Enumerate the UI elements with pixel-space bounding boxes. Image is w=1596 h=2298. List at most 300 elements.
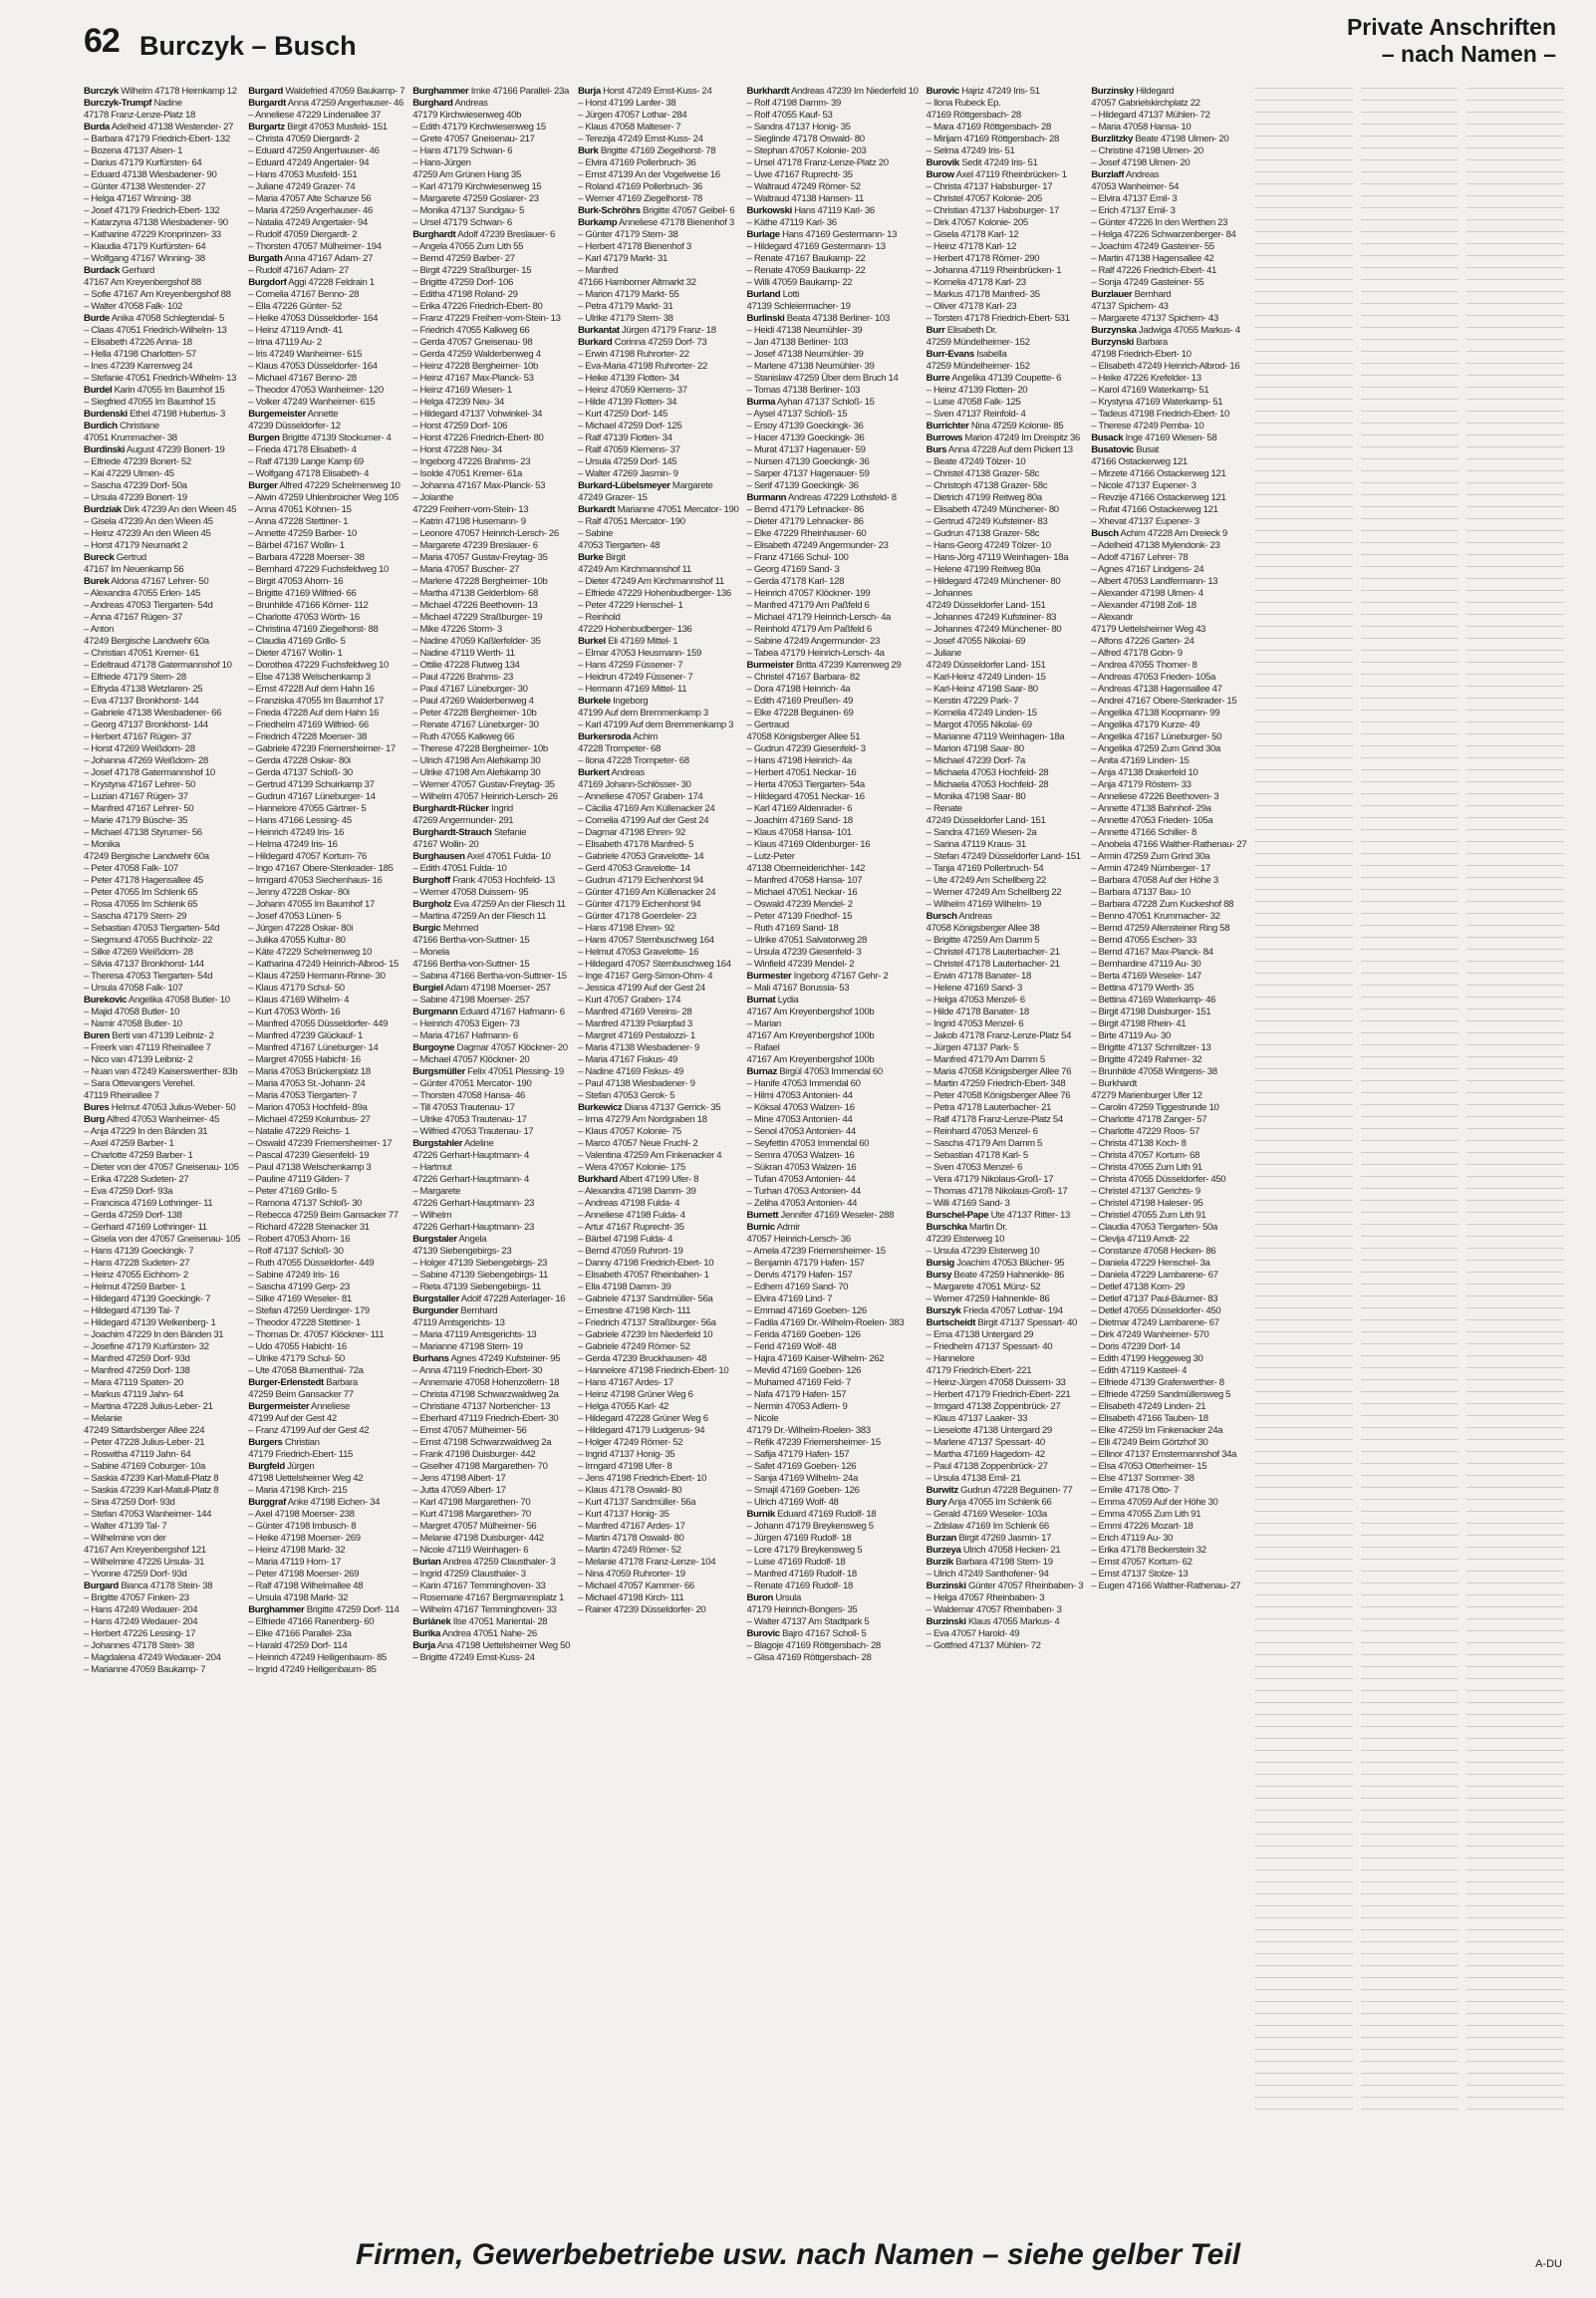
directory-entry: – Gerda 47228 Oskar- 80i: [248, 755, 351, 766]
directory-entry: – Birgit 47198 Duisburger- 151: [1091, 1006, 1211, 1017]
directory-entry: – Sebastian 47053 Tiergarten- 54d: [84, 923, 220, 934]
directory-entry: – Clevija 47119 Arndt- 22: [1091, 1234, 1190, 1245]
directory-entry: – Sara Ottevangers Verehel.: [84, 1078, 195, 1089]
directory-entry: – Mine 47053 Antonien- 44: [746, 1114, 853, 1125]
directory-entry: – Klaus 47178 Oswald- 80: [578, 1485, 682, 1496]
directory-entry: 47167 Am Kreyenbergshof 100b: [746, 1054, 875, 1065]
directory-entry: – Klaus 47259 Hermann-Rinne- 30: [248, 971, 386, 982]
directory-entry: – Josef 47138 Neumühler- 39: [746, 349, 864, 360]
directory-entry: – Christian 47137 Habsburger- 17: [926, 205, 1059, 216]
directory-entry: – Rolf 47198 Damm- 39: [746, 98, 842, 109]
directory-entry: Burschka Martin Dr.: [926, 1222, 1007, 1233]
directory-entry: – Sanja 47169 Wilhelm- 24a: [746, 1473, 858, 1484]
directory-entry: – Wolfgang 47178 Elisabeth- 4: [248, 468, 370, 479]
directory-entry: – Ingrid 47137 Honig- 35: [578, 1449, 675, 1460]
directory-entry: – Ulrike 47179 Schul- 50: [248, 1353, 345, 1364]
directory-entry: – Gerd 47053 Gravelotte- 14: [578, 863, 690, 874]
section-title-line-2: – nach Namen –: [1381, 41, 1556, 67]
directory-entry: – Jenny 47228 Oskar- 80i: [248, 887, 350, 898]
directory-entry: 47167 Im Neuenkamp 56: [84, 564, 184, 575]
directory-entry: – Hildegard 47057 Kortum- 76: [248, 851, 367, 862]
directory-entry: Burda Adelheid 47138 Westender- 27: [84, 122, 234, 133]
directory-entry: 47119 Rheinallee 7: [84, 1090, 159, 1101]
directory-entry: – Willi 47059 Baukamp- 22: [746, 277, 853, 288]
directory-entry: – Hella 47198 Charlotten- 57: [84, 349, 196, 360]
directory-entry: – Michael 47259 Dorf- 125: [578, 421, 682, 431]
directory-entry: Burzynska Jadwiga 47055 Markus- 4: [1091, 325, 1240, 336]
directory-column-1: [84, 86, 240, 2218]
directory-entry: – Thorsten 47058 Hansa- 46: [412, 1090, 526, 1101]
directory-entry: – Volker 47249 Wanheimer- 615: [248, 397, 376, 408]
directory-entry: – Brigitte 47137 Schmiltzer- 13: [1091, 1042, 1211, 1053]
directory-entry: – Stefan 47053 Wanheimer- 144: [84, 1509, 212, 1520]
directory-entry: 47179 Kirchwiesenweg 40b: [412, 110, 522, 121]
directory-entry: – Birgit 47053 Ahorn- 16: [248, 576, 344, 587]
directory-entry: Burk-Schröhrs Brigitte 47057 Geibel- 6: [578, 205, 735, 216]
directory-entry: – Johann 47055 Im Baumhof 17: [248, 899, 375, 910]
directory-entry: 47179 Dr.-Wilhelm-Roelen- 383: [746, 1425, 871, 1436]
directory-entry: – Werner 47169 Ziegelhorst- 78: [578, 193, 702, 204]
directory-entry: – Paul 47226 Brahms- 23: [412, 672, 513, 683]
directory-column-3: [412, 86, 570, 2218]
directory-entry: – Revzije 47166 Ostackerweg 121: [1091, 492, 1226, 503]
directory-entry: – Cornelia 47199 Auf der Gest 24: [578, 815, 709, 826]
directory-entry: – Dervis 47179 Hafen- 157: [746, 1270, 853, 1281]
directory-entry: – Mara 47119 Spaten- 20: [84, 1377, 184, 1388]
directory-entry: – Hilmi 47053 Antonien- 44: [746, 1090, 853, 1101]
directory-entry: – Hajra 47169 Kaiser-Wilhelm- 262: [746, 1353, 885, 1364]
directory-entry: – Monela: [412, 947, 449, 958]
directory-entry: – Herbert 47167 Rügen- 37: [84, 731, 192, 742]
directory-entry: – Jürgen 47057 Lothar- 284: [578, 110, 687, 121]
directory-entry: Burgsmüller Felix 47051 Plessing- 19: [412, 1066, 564, 1077]
directory-entry: – Armin 47249 Nürnberger- 17: [1091, 863, 1210, 874]
directory-entry: – Peter 47178 Hagensallee 45: [84, 875, 203, 886]
directory-entry: – Wilhelm: [412, 1210, 452, 1221]
directory-entry: Bures Helmut 47053 Julius-Weber- 50: [84, 1102, 236, 1113]
directory-entry: – Herbert 47051 Neckar- 16: [746, 767, 857, 778]
directory-entry: – Rudolf 47059 Diergardt- 2: [248, 229, 358, 240]
directory-entry: – Joachim 47229 In den Bänden 31: [84, 1329, 224, 1340]
directory-entry: – Werner 47057 Gustav-Freytag- 35: [412, 779, 555, 790]
directory-entry: – Editha 47198 Roland- 29: [412, 289, 518, 300]
directory-entry: – Marianne 47198 Stern- 19: [412, 1341, 523, 1352]
directory-entry: 47228 Trompeter- 68: [578, 743, 662, 754]
directory-entry: Burzlitzky Beate 47198 Ulmen- 20: [1091, 134, 1229, 144]
directory-entry: – Heinrich 47053 Eigen- 73: [412, 1018, 520, 1029]
directory-entry: – Karl 47179 Markt- 31: [578, 253, 667, 264]
directory-entry: Burekovic Angelika 47058 Butler- 10: [84, 995, 230, 1005]
directory-entry: 47167 Am Kreyenbergshof 88: [84, 277, 201, 288]
directory-entry: – Elsa 47053 Otterheimer- 15: [1091, 1461, 1207, 1472]
directory-entry: Burma Ayhan 47137 Schloß- 15: [746, 397, 875, 408]
directory-entry: – Ulrike 47053 Trautenau- 17: [412, 1114, 527, 1125]
directory-entry: – Friedhelm 47137 Spessart- 40: [926, 1341, 1053, 1352]
directory-entry: 47179 Friedrich-Ebert- 221: [926, 1365, 1032, 1376]
directory-entry: – Andrea 47055 Thorner- 8: [1091, 660, 1197, 671]
directory-entry: – Krystyna 47169 Waterkamp- 51: [1091, 397, 1223, 408]
directory-entry: – Sarina 47119 Kraus- 31: [926, 839, 1026, 850]
directory-entry: – Angelika 47179 Kurze- 49: [1091, 719, 1199, 730]
directory-entry: – Mirzete 47166 Ostackerweg 121: [1091, 468, 1226, 479]
directory-entry: – Elke 47229 Rheinhauser- 60: [746, 528, 867, 539]
directory-entry: – Theresa 47053 Tiergarten- 54d: [84, 971, 213, 982]
directory-entry: – Hannelore 47198 Friedrich-Ebert- 10: [578, 1365, 729, 1376]
directory-entry: – Inge 47167 Gerg-Simon-Ohm- 4: [578, 971, 713, 982]
directory-entry: – Gerda 47137 Schloß- 30: [248, 767, 353, 778]
directory-entry: – Gisela 47239 An den Wieen 45: [84, 516, 213, 527]
directory-entry: – Axel 47259 Barber- 1: [84, 1138, 174, 1149]
directory-entry: – Annemarie 47058 Hohenzollern- 18: [412, 1377, 560, 1388]
directory-entry: – Helga 47057 Rheinbaben- 3: [926, 1592, 1045, 1603]
directory-entry: – Anja 47138 Drakerfeld 10: [1091, 767, 1198, 778]
directory-entry: – Fadila 47169 Dr.-Wilhelm-Roelen- 383: [746, 1317, 905, 1328]
directory-entry: – Barbara 47137 Bau- 10: [1091, 887, 1191, 898]
directory-entry: – Erika 47228 Sudeten- 27: [84, 1174, 189, 1185]
directory-entry: – Georg 47137 Bronkhorst- 144: [84, 719, 208, 730]
directory-entry: – Christa 47059 Diergardt- 2: [248, 134, 360, 144]
directory-entry: – Nicole 47119 Weinhagen- 6: [412, 1545, 529, 1556]
directory-entry: – Magdalena 47249 Wedauer- 204: [84, 1652, 221, 1663]
directory-entry: – Hildegard 47139 Goeckingk- 7: [84, 1293, 211, 1304]
directory-entry: Burke Birgit: [578, 552, 626, 563]
directory-entry: – Till 47053 Trautenau- 17: [412, 1102, 515, 1113]
directory-entry: Busack Inge 47169 Wiesen- 58: [1091, 432, 1217, 443]
directory-entry: – Martina 47259 An der Fliesch 11: [412, 911, 547, 922]
directory-entry: – Heinz 47119 Arndt- 41: [248, 325, 343, 336]
directory-entry: – Helga 47226 Schwarzenberger- 84: [1091, 229, 1236, 240]
directory-entry: – Kai 47229 Ulmen- 45: [84, 468, 174, 479]
directory-entry: – Ulrike 47198 Am Alefskamp 30: [412, 767, 541, 778]
directory-entry: – Sascha 47199 Gerp- 23: [248, 1282, 351, 1293]
directory-entry: – Maria 47053 St.-Johann- 24: [248, 1078, 366, 1089]
directory-entry: – Gerda 47178 Karl- 128: [746, 576, 845, 587]
directory-entry: – Erika 47226 Friedrich-Ebert- 80: [412, 301, 543, 312]
directory-entry: – Nermin 47053 Adlern- 9: [746, 1401, 848, 1412]
directory-entry: – Ruth 47055 Kalkweg 66: [412, 731, 515, 742]
directory-entry: – Birgit 47229 Straßburger- 15: [412, 265, 532, 276]
directory-entry: – Günter 47226 In den Werthen 23: [1091, 217, 1228, 228]
directory-entry: Burg Alfred 47053 Wanheimer- 45: [84, 1114, 219, 1125]
directory-entry: – Alexandra 47055 Erlen- 145: [84, 588, 201, 599]
directory-entry: – Ralf 47178 Franz-Lenze-Platz 54: [926, 1114, 1063, 1125]
directory-entry: – Eduard 47138 Wiesbadener- 90: [84, 169, 217, 180]
directory-entry: – Paul 47138 Wiesbadener- 9: [578, 1078, 695, 1089]
directory-entry: – Andreas 47053 Frieden- 105a: [1091, 672, 1215, 683]
directory-entry: – Sabina 47166 Bertha-von-Suttner- 15: [412, 971, 567, 982]
directory-entry: – Petra 47178 Lauterbacher- 21: [926, 1102, 1052, 1113]
directory-entry: – Brigitte 47249 Ernst-Kuss- 24: [412, 1652, 535, 1663]
directory-entry: – Eberhard 47119 Friedrich-Ebert- 30: [412, 1413, 559, 1424]
directory-entry: Burovic Hajriz 47249 Iris- 51: [926, 86, 1040, 97]
directory-entry: – Hans 47179 Schwan- 6: [412, 145, 513, 156]
directory-entry: – Joachim 47169 Sand- 18: [746, 815, 853, 826]
directory-entry: – Margarete 47239 Breslauer- 6: [412, 540, 538, 551]
directory-entry: – Hartmut: [412, 1162, 452, 1173]
directory-entry: – Vera 47179 Nikolaus-Groß- 17: [926, 1174, 1054, 1185]
directory-entry: – Sebastian 47178 Karl- 5: [926, 1150, 1028, 1161]
directory-entry: – Annette 47053 Frieden- 105a: [1091, 815, 1213, 826]
directory-entry: – Serif 47139 Goeckingk- 36: [746, 480, 859, 491]
directory-entry: – Elvira 47137 Emil- 3: [1091, 193, 1178, 204]
directory-entry: – Adelheid 47138 Mylendonk- 23: [1091, 540, 1220, 551]
directory-entry: Burgard Bianca 47178 Stein- 38: [84, 1580, 213, 1591]
directory-entry: – Johannes 47249 Münchener- 80: [926, 624, 1062, 635]
directory-entry: – Rieta 47139 Siebengebirgs- 11: [412, 1282, 541, 1293]
directory-entry: – Anja 47179 Röstern- 33: [1091, 779, 1192, 790]
directory-entry: Burczyk Wilhelm 47178 Heimkamp 12: [84, 86, 237, 97]
directory-entry: – Günter 47179 Stern- 38: [578, 229, 678, 240]
directory-entry: 47226 Gerhart-Hauptmann- 4: [412, 1150, 529, 1161]
directory-entry: – Lieselotte 47138 Untergard 29: [926, 1425, 1052, 1436]
directory-entry: – Christa 47198 Schwarzwaldweg 2a: [412, 1389, 559, 1400]
directory-entry: – Smajil 47169 Goeben- 126: [746, 1485, 860, 1496]
directory-entry: – Annette 47259 Barber- 10: [248, 528, 357, 539]
directory-entry: Burgardt Anna 47259 Angerhauser- 46: [248, 98, 403, 109]
directory-entry: Burnat Lydia: [746, 995, 799, 1005]
directory-entry: – Detlef 47138 Korn- 29: [1091, 1282, 1186, 1293]
directory-entry: – Else 47137 Sommer- 38: [1091, 1473, 1195, 1484]
directory-entry: – Friedrich 47137 Straßburger- 56a: [578, 1317, 716, 1328]
directory-entry: – Mevlid 47169 Goeben- 126: [746, 1365, 862, 1376]
directory-entry: – Walter 47058 Falk- 102: [84, 301, 182, 312]
directory-entry: – Ella 47226 Günter- 52: [248, 301, 343, 312]
directory-entry: – Sonja 47249 Gasteiner- 55: [1091, 277, 1204, 288]
directory-entry: – Agnes 47167 Lindgens- 24: [1091, 564, 1204, 575]
directory-entry: Burmester Ingeborg 47167 Gehr- 2: [746, 971, 889, 982]
directory-entry: – Jürgen 47228 Oskar- 80i: [248, 923, 354, 934]
directory-entry: – Brunhilde 47166 Körner- 112: [248, 600, 369, 611]
directory-entry: – Freerk van 47119 Rheinallee 7: [84, 1042, 211, 1053]
directory-entry: – Hans 47057 Sternbuschweg 164: [578, 935, 714, 946]
directory-entry: – Sükran 47053 Walzen- 16: [746, 1162, 857, 1173]
directory-entry: – Michael 47179 Heinrich-Lersch- 4a: [746, 612, 892, 623]
directory-entry: – Elvira 47169 Lind- 7: [746, 1293, 833, 1304]
directory-entry: Burtscheidt Birgit 47137 Spessart- 40: [926, 1317, 1077, 1328]
directory-entry: – Monika 47137 Sundgau- 5: [412, 205, 524, 216]
directory-entry: – Juliane 47249 Grazer- 74: [248, 181, 356, 192]
directory-entry: – Herbert 47178 Römer- 290: [926, 253, 1040, 264]
directory-entry: – Ellinor 47137 Emstermannshof 34a: [1091, 1449, 1237, 1460]
directory-entry: Burkersroda Achim: [578, 731, 658, 742]
directory-entry: – Dagmar 47198 Ehren- 92: [578, 827, 685, 838]
directory-entry: – Charlotte 47229 Roos- 57: [1091, 1126, 1199, 1137]
directory-entry: – Ralf 47139 Lange Kamp 69: [248, 456, 364, 467]
directory-entry: – Katharina 47249 Heinrich-Albrod- 15: [248, 959, 399, 970]
directory-entry: – Marion 47053 Hochfeld- 89a: [248, 1102, 368, 1113]
directory-entry: – Anobela 47166 Walther-Rathenau- 27: [1091, 839, 1247, 850]
directory-entry: – Wilfried 47053 Trautenau- 17: [412, 1126, 534, 1137]
directory-entry: – Michael 47057 Kammer- 66: [578, 1580, 694, 1591]
directory-entry: – Gudrun 47138 Grazer- 58c: [926, 528, 1040, 539]
directory-entry: – Hans-Jürgen: [412, 157, 471, 168]
directory-entry: – Margret 47169 Pestalozzi- 1: [578, 1030, 695, 1041]
directory-entry: Burr Elisabeth Dr.: [926, 325, 997, 336]
directory-entry: – Marlene 47228 Bergheimer- 10b: [412, 576, 548, 587]
directory-entry: – Helga 47167 Winning- 38: [84, 193, 191, 204]
section-title: [1347, 14, 1556, 68]
directory-entry: – Martin 47138 Hagensallee 42: [1091, 253, 1214, 264]
directory-entry: – Heinz 47178 Karl- 12: [926, 241, 1017, 252]
directory-entry: 47058 Königsberger Allee 51: [746, 731, 861, 742]
directory-entry: – Ulrike 47179 Stern- 38: [578, 313, 673, 324]
directory-entry: – Klaus 47053 Düsseldorfer- 164: [248, 361, 378, 372]
directory-entry: – Hildegard 47139 Welkenberg- 1: [84, 1317, 216, 1328]
directory-entry: Burhans Agnes 47249 Kufsteiner- 95: [412, 1353, 561, 1364]
directory-entry: – Ralf 47226 Friedrich-Ebert- 41: [1091, 265, 1217, 276]
directory-entry: – Irmgard 47053 Siechenhaus- 16: [248, 875, 383, 886]
directory-entry: – Helmut 47259 Barber- 1: [84, 1282, 185, 1293]
directory-entry: – Berta 47169 Weseler- 147: [1091, 971, 1201, 982]
directory-entry: – Christel 47138 Grazer- 58c: [926, 468, 1040, 479]
directory-entry: – Christa 47137 Habsburger- 17: [926, 181, 1053, 192]
directory-entry: – Jakob 47178 Franz-Lenze-Platz 54: [926, 1030, 1072, 1041]
directory-entry: Burgermeister Anneliese: [248, 1401, 351, 1412]
directory-entry: – Silvia 47137 Bronkhorst- 144: [84, 959, 204, 970]
directory-entry: – Brigitte 47249 Rahmer- 32: [1091, 1054, 1202, 1065]
directory-entry: – Bernd 47059 Ruhrort- 19: [578, 1246, 683, 1257]
directory-entry: – Johannes 47178 Stein- 38: [84, 1640, 194, 1651]
directory-entry: – Ursula 47239 Bonert- 19: [84, 492, 187, 503]
directory-entry: – Elfriede 47166 Ranenberg- 60: [248, 1616, 375, 1627]
directory-entry: Burkert Andreas: [578, 767, 645, 778]
directory-entry: – Krystyna 47167 Lehrer- 50: [84, 779, 196, 790]
directory-entry: – Blagoje 47169 Röttgersbach- 28: [746, 1640, 881, 1651]
directory-entry: – Johannes: [926, 588, 972, 599]
directory-entry: – Erna 47138 Untergard 29: [926, 1329, 1034, 1340]
directory-entry: – Reinhold 47179 Am Paßfeld 6: [746, 624, 872, 635]
directory-entry: – Margot 47055 Nikolai- 69: [926, 719, 1032, 730]
directory-entry: – Carolin 47259 Tiggestrunde 10: [1091, 1102, 1219, 1113]
directory-entry: – Anna 47228 Stettiner- 1: [248, 516, 349, 527]
directory-entry: – Anneliese 47198 Fulda- 4: [578, 1210, 685, 1221]
directory-entry: Bursch Andreas: [926, 911, 992, 922]
directory-entry: – Dieter 47249 Am Kirchmannshof 11: [578, 576, 724, 587]
directory-entry: – Hans 47228 Sudeten- 27: [84, 1258, 190, 1269]
directory-entry: – Michael 47226 Beethoven- 13: [412, 600, 538, 611]
directory-entry: – Maria 47058 Hansa- 10: [1091, 122, 1192, 133]
directory-entry: – Werner 47058 Duissern- 95: [412, 887, 529, 898]
directory-entry: – Yvonne 47259 Dorf- 93d: [84, 1569, 187, 1580]
directory-entry: – Wilhelmine 47226 Ursula- 31: [84, 1557, 205, 1568]
directory-entry: Burkard-Lübelsmeyer Margarete: [578, 480, 713, 491]
directory-entry: – Hildegard 47051 Neckar- 16: [746, 791, 865, 802]
directory-entry: – Juliane: [926, 648, 961, 659]
directory-entry: – Elke 47259 Im Finkenacker 24a: [1091, 1425, 1223, 1436]
directory-entry: – Sabine 47198 Moerser- 257: [412, 995, 530, 1005]
directory-entry: – Elisabeth 47249 Münchener- 80: [926, 504, 1059, 515]
directory-entry: – Birte 47119 Au- 30: [1091, 1030, 1171, 1041]
directory-entry: – Heike 47226 Krefelder- 13: [1091, 373, 1201, 384]
directory-entry: – Kurt 47137 Honig- 35: [578, 1509, 669, 1520]
directory-entry: 47259 Mündelheimer- 152: [926, 337, 1030, 348]
directory-entry: – Horst 47269 Weißdorn- 28: [84, 743, 195, 754]
directory-entry: Burzeya Ulrich 47058 Hecken- 21: [926, 1545, 1061, 1556]
directory-entry: 47179 Uettelsheimer Weg 43: [1091, 624, 1206, 635]
directory-entry: – Klaus 47058 Hansa- 101: [746, 827, 852, 838]
directory-entry: – Sandra 47169 Wiesen- 2a: [926, 827, 1037, 838]
directory-entry: – Eduard 47249 Angertaler- 94: [248, 157, 370, 168]
directory-entry: Burgic Mehmed: [412, 923, 479, 934]
directory-entry: – Andreas 47198 Fulda- 4: [578, 1198, 680, 1209]
directory-entry: – Käte 47229 Schelmenweg 10: [248, 947, 373, 958]
directory-entry: – Elisabeth 47226 Anna- 18: [84, 337, 192, 348]
directory-entry: – Renate 47167 Lüneburger- 30: [412, 719, 539, 730]
directory-entry: – Terezija 47249 Ernst-Kuss- 24: [578, 134, 703, 144]
directory-entry: – Dieter 47179 Lehnacker- 86: [746, 516, 864, 527]
directory-entry: – Heinz 47059 Klemens- 37: [578, 385, 687, 396]
directory-column-7: [1091, 86, 1246, 2218]
directory-entry: – Waltraud 47138 Hansen- 11: [746, 193, 864, 204]
directory-entry: – Margarete 47259 Goslarer- 23: [412, 193, 539, 204]
directory-entry: – Manfred: [578, 265, 619, 276]
directory-entry: – Walter 47269 Jasmin- 9: [578, 468, 678, 479]
directory-entry: – Christina 47169 Ziegelhorst- 88: [248, 624, 379, 635]
directory-entry: – Edhem 47169 Sand- 70: [746, 1282, 849, 1293]
directory-entry: – Jürgen 47169 Rudolf- 18: [746, 1533, 852, 1544]
directory-entry: 47167 Am Kreyenbergshof 100b: [746, 1006, 875, 1017]
directory-entry: Bureck Gertrud: [84, 552, 146, 563]
directory-entry: – Seyfettin 47053 Immendal 60: [746, 1138, 870, 1149]
directory-entry: – Ferida 47169 Goeben- 126: [746, 1329, 861, 1340]
directory-entry: – Heinz 47239 An den Wieen 45: [84, 528, 211, 539]
directory-entry: Burwitz Gudrun 47228 Beguinen- 77: [926, 1485, 1073, 1496]
directory-entry: – Sina 47259 Dorf- 93d: [84, 1497, 175, 1508]
directory-entry: – Anna 47051 Köhnen- 15: [248, 504, 352, 515]
directory-entry: – Safet 47169 Goeben- 126: [746, 1461, 857, 1472]
directory-entry: – Edith 47119 Kasteel- 4: [1091, 1365, 1188, 1376]
directory-entry: – Kurt 47198 Margarethen- 70: [412, 1509, 531, 1520]
directory-entry: – Horst 47228 Neu- 34: [412, 444, 502, 455]
directory-entry: Burkhard Albert 47199 Ufer- 8: [578, 1174, 699, 1185]
directory-entry: – Elfriede 47139 Grafenwerther- 8: [1091, 1377, 1224, 1388]
directory-entry: – Renate 47169 Rudolf- 18: [746, 1580, 853, 1591]
directory-entry: Burja Ana 47198 Uettelsheimer Weg 50: [412, 1640, 571, 1651]
directory-entry: Burow Axel 47119 Rheinbrücken- 1: [926, 169, 1067, 180]
directory-entry: – Rolf 47055 Kauf- 53: [746, 110, 833, 121]
directory-entry: – Alexander 47198 Ulmen- 4: [1091, 588, 1203, 599]
directory-entry: – Christa 47055 Düsseldorfer- 450: [1091, 1174, 1226, 1185]
directory-entry: – Christiane 47137 Norbericher- 13: [412, 1401, 551, 1412]
directory-entry: – Grete 47057 Gneisenau- 217: [412, 134, 535, 144]
directory-entry: 47249 Düsseldorfer Land- 151: [926, 815, 1046, 826]
directory-entry: – Erich 47119 Au- 30: [1091, 1533, 1174, 1544]
directory-entry: – Michael 47167 Benno- 28: [248, 373, 357, 384]
directory-entry: – Ute 47249 Am Schellberg 22: [926, 875, 1046, 886]
directory-entry: Burgfeld Jürgen: [248, 1461, 315, 1472]
directory-entry: – Brigitte 47057 Finken- 23: [84, 1592, 189, 1603]
directory-entry: – Stefan 47249 Düsseldorfer Land- 151: [926, 851, 1081, 862]
directory-column-2: [248, 86, 404, 2218]
directory-entry: – Erwin 47178 Banater- 18: [926, 971, 1032, 982]
directory-entry: – Günter 47051 Mercator- 190: [412, 1078, 532, 1089]
directory-entry: – Helma 47249 Iris- 16: [248, 839, 338, 850]
directory-entry: – Nadine 47059 Kaßlerfelder- 35: [412, 636, 541, 647]
directory-entry: – Sascha 47179 Am Damm 5: [926, 1138, 1043, 1149]
directory-entry: – Francisca 47169 Lothringer- 11: [84, 1198, 213, 1209]
directory-entry: – Karl 47198 Margarethen- 70: [412, 1497, 531, 1508]
directory-entry: – Wilhelm 47169 Wilhelm- 19: [926, 899, 1041, 910]
directory-entry: – Elfriede 47239 Bonert- 52: [84, 456, 191, 467]
directory-entry: – Dietrich 47199 Reitweg 80a: [926, 492, 1042, 503]
directory-entry: – Heidi 47138 Neumühler- 39: [746, 325, 863, 336]
directory-entry: – Herta 47053 Tiergarten- 54a: [746, 779, 865, 790]
directory-entry: – Paul 47138 Welschenkamp 3: [248, 1162, 372, 1173]
directory-entry: – Maria 47167 Hafmann- 6: [412, 1030, 518, 1041]
directory-entry: – Manfred 47139 Polarpfad 3: [578, 1018, 692, 1029]
directory-entry: – Turhan 47053 Antonien- 44: [746, 1186, 861, 1197]
directory-entry: – Gerhard 47169 Lothringer- 11: [84, 1222, 207, 1233]
